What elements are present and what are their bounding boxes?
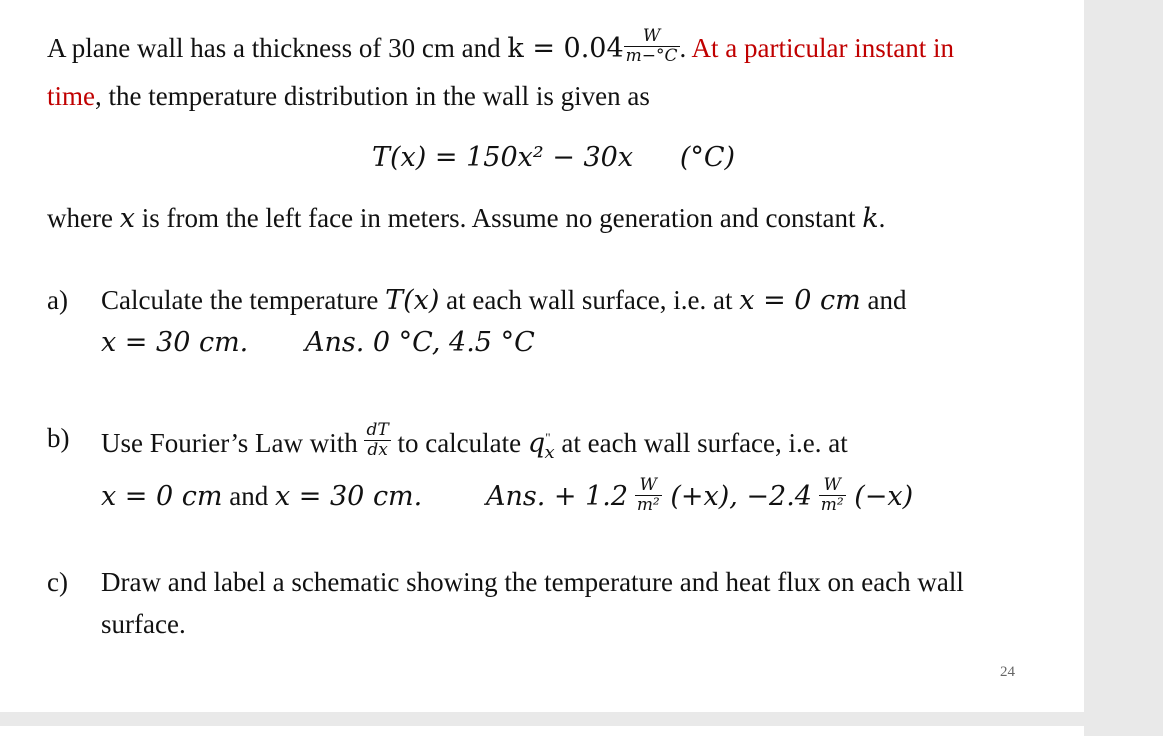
heat-flux-prime: " (545, 430, 551, 445)
part-c-label: c) (47, 567, 68, 597)
part-a-label: a) (47, 285, 68, 315)
intro-line-2 (47, 80, 650, 112)
where-pre: where (47, 203, 120, 233)
part-a-line-2 (101, 326, 535, 359)
intro-line-1 (47, 26, 954, 67)
part-b-answer-end: (−x) (845, 481, 914, 512)
flux-unit-num-1: W (635, 476, 662, 496)
flux-unit-den-2: m² (820, 495, 844, 516)
part-a-line-1 (101, 284, 907, 317)
part-b-text-2: to calculate (390, 428, 528, 458)
flux-unit-num-2: W (819, 476, 846, 496)
intro-red-text: At a particular instant in (686, 33, 954, 63)
equation-body: T(x) = 150x² − 30x (372, 142, 634, 173)
intro-text-2: , the temperature distribution in the wall is given as (95, 81, 650, 111)
part-c-line-2: surface. (101, 609, 186, 639)
derivative-fraction (364, 421, 390, 460)
part-a-tx: T(x) (385, 285, 440, 316)
part-b-label: b) (47, 423, 70, 453)
equation-unit: (°C) (679, 142, 736, 173)
derivative-numerator: dT (366, 420, 389, 441)
temperature-equation (372, 141, 735, 174)
part-b-x0: x = 0 cm (101, 481, 223, 512)
derivative-denominator: dx (367, 440, 388, 461)
part-b-answer (486, 475, 914, 516)
part-c-line-1: Draw and label a schematic showing the temperature and heat flux on each wall (101, 567, 964, 597)
part-a-x30: x = 30 cm. (101, 327, 249, 358)
where-end: . (878, 203, 886, 233)
where-line (47, 202, 885, 235)
period: . (679, 33, 687, 63)
heat-flux-subscript: x (544, 442, 555, 464)
where-x: x (119, 203, 135, 234)
part-b-text-3: at each wall surface, i.e. at (554, 428, 848, 458)
part-b-text: Use Fourier’s Law with (101, 428, 365, 458)
unit-denominator: m−°C (625, 46, 678, 67)
k-value: k = 0.04 (507, 33, 624, 64)
flux-unit-fraction-2 (819, 476, 846, 515)
part-a-and: and (860, 285, 907, 315)
part-b-and: and (222, 481, 275, 511)
part-a-x0: x = 0 cm (739, 285, 861, 316)
next-page-edge (0, 726, 1084, 736)
part-b-line-1 (101, 422, 848, 469)
where-k: k (862, 203, 879, 234)
heat-flux-symbol: q (527, 428, 546, 459)
unit-numerator: W (624, 27, 680, 47)
part-b-answer-pre: Ans. + 1.2 (486, 481, 629, 512)
page-number: 24 (1000, 664, 1015, 680)
part-a-text: Calculate the temperature (101, 285, 386, 315)
part-a-text-2: at each wall surface, i.e. at (439, 285, 740, 315)
flux-unit-fraction-1 (635, 476, 662, 515)
part-b-answer-mid: (+x), −2.4 (661, 481, 812, 512)
flux-unit-den-1: m² (636, 495, 660, 516)
where-mid: is from the left face in meters. Assume no generation and constant (134, 203, 863, 233)
part-b-x30: x = 30 cm. (274, 481, 423, 512)
unit-fraction (624, 27, 680, 66)
intro-text: A plane wall has a thickness of 30 cm and (47, 33, 508, 63)
intro-red-word: time (47, 81, 95, 111)
part-a-answer: Ans. 0 °C, 4.5 °C (305, 327, 535, 358)
part-b-line-2 (101, 480, 422, 513)
